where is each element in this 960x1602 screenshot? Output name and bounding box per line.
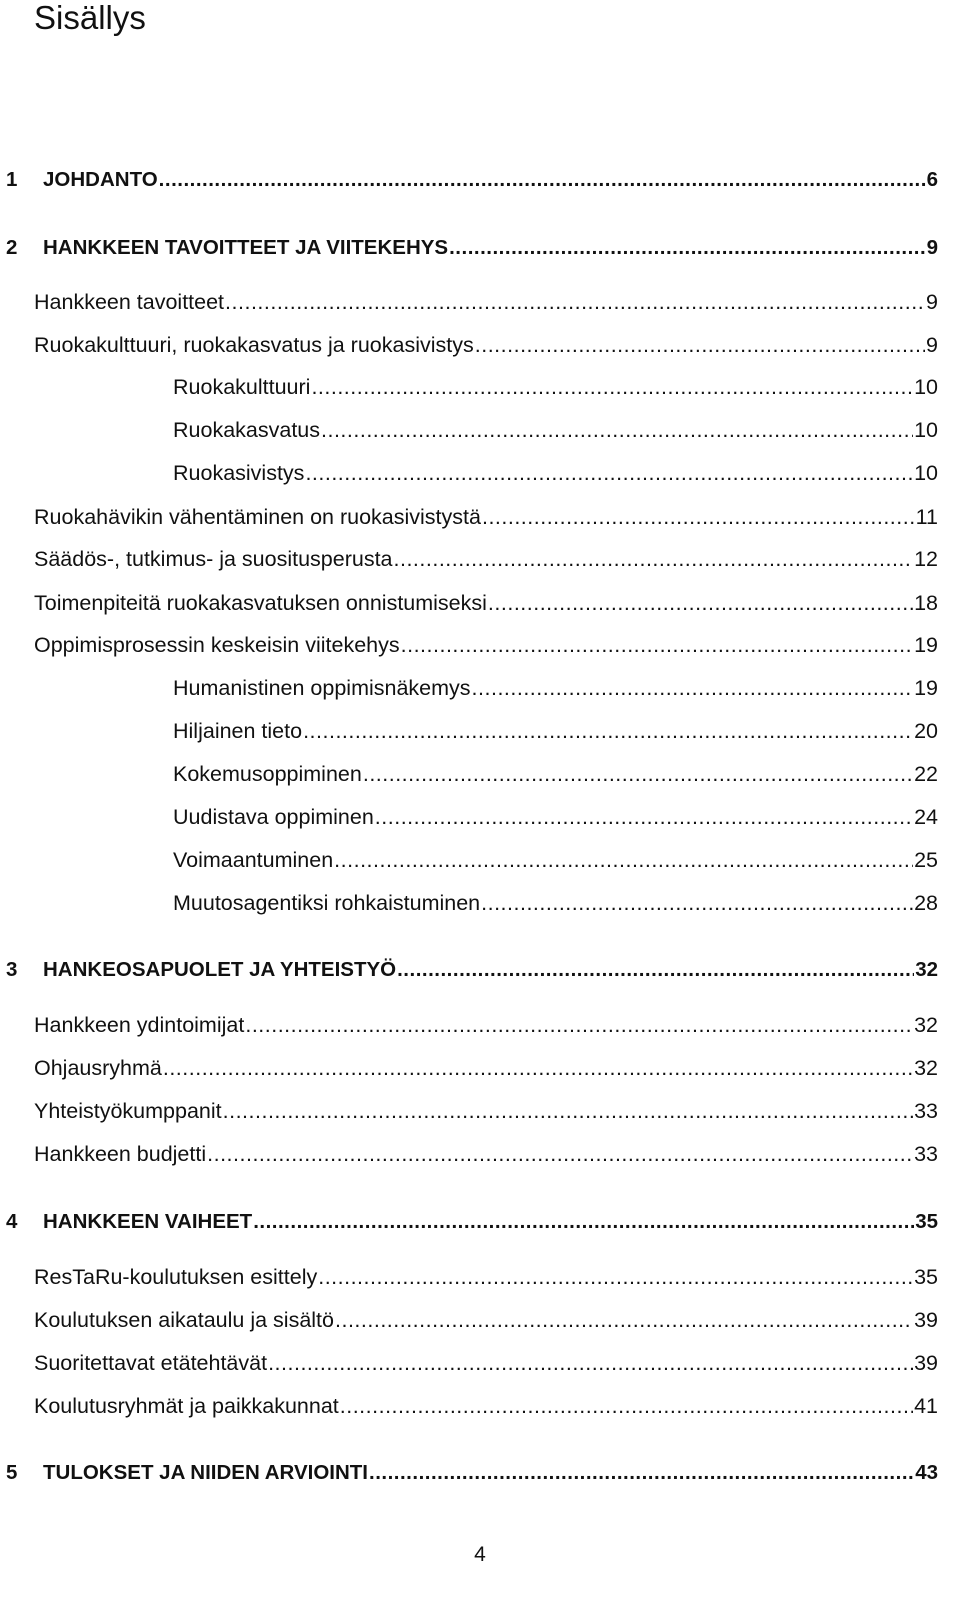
toc-entry-muutosagentiksi-rohkaistuminen[interactable] <box>173 888 938 918</box>
toc-page-number: 35 <box>915 1210 938 1233</box>
toc-entry-ruokasivistys[interactable] <box>173 458 938 488</box>
toc-dot-leader <box>394 544 914 574</box>
toc-entry-kokemusoppiminen[interactable] <box>173 759 938 789</box>
toc-dot-leader <box>401 630 913 660</box>
toc-entry-label: HANKKEEN TAVOITTEET JA VIITEKEHYS <box>43 236 449 259</box>
toc-entry-restaru-koulutuksen-esittely[interactable] <box>34 1262 938 1292</box>
toc-page-number: 9 <box>926 236 938 259</box>
toc-entry-label: Kokemusoppiminen <box>173 762 362 786</box>
toc-entry-johdanto[interactable] <box>6 165 938 195</box>
toc-page-number: 24 <box>914 805 938 829</box>
toc-dot-leader <box>375 802 913 832</box>
toc-entry-label: Toimenpiteitä ruokakasvatuksen onnistumiseksi <box>34 591 487 615</box>
toc-page-number: 22 <box>914 762 938 786</box>
toc-dot-leader <box>268 1348 913 1378</box>
toc-entry-label: ResTaRu-koulutuksen esittely <box>34 1265 318 1289</box>
toc-entry-label: Voimaantuminen <box>173 848 334 872</box>
toc-entry-hankkeen-budjetti[interactable] <box>34 1139 938 1169</box>
toc-page-number: 19 <box>914 633 938 657</box>
toc-entry-label: Ruokasivistys <box>173 461 305 485</box>
toc-page-number: 39 <box>914 1308 938 1332</box>
toc-entry-uudistava-oppiminen[interactable] <box>173 802 938 832</box>
toc-page-number: 10 <box>914 418 938 442</box>
toc-entry-label: Uudistava oppiminen <box>173 805 374 829</box>
toc-entry-label: Säädös-, tutkimus- ja suositusperusta <box>34 547 393 571</box>
toc-dot-leader <box>223 1096 913 1126</box>
toc-entry-label: Hankkeen budjetti <box>34 1142 207 1166</box>
toc-page-number: 33 <box>914 1099 938 1123</box>
toc-dot-leader <box>159 165 926 195</box>
toc-entry-humanistinen-oppimisnakemys[interactable] <box>173 673 938 703</box>
toc-entry-label: Muutosagentiksi rohkaistuminen <box>173 891 481 915</box>
toc-entry-label: Ruokahävikin vähentäminen on ruokasivistystä <box>34 505 481 529</box>
toc-page-number: 20 <box>914 719 938 743</box>
toc-section-number: 4 <box>6 1210 18 1233</box>
toc-entry-ruokahavikin-vahentaminen[interactable] <box>34 502 938 532</box>
toc-page-number: 25 <box>914 848 938 872</box>
toc-entry-label: Hankkeen tavoitteet <box>34 290 225 314</box>
toc-entry-suoritettavat-etatehtavat[interactable] <box>34 1348 938 1378</box>
toc-dot-leader <box>321 415 913 445</box>
toc-page-number: 28 <box>914 891 938 915</box>
toc-dot-leader <box>245 1010 913 1040</box>
toc-entry-label: Humanistinen oppimisnäkemys <box>173 676 471 700</box>
toc-page-number: 6 <box>926 168 938 191</box>
toc-entry-label: Ruokakulttuuri <box>173 375 311 399</box>
toc-dot-leader <box>363 759 913 789</box>
toc-page-number: 19 <box>914 676 938 700</box>
toc-dot-leader <box>340 1391 913 1421</box>
toc-page-number: 10 <box>914 375 938 399</box>
toc-entry-saados-tutkimus-ja-suositusperusta[interactable] <box>34 544 938 574</box>
toc-entry-hankkeen-vaiheet[interactable] <box>6 1207 938 1237</box>
toc-section-number: 5 <box>6 1461 18 1484</box>
toc-page-number: 10 <box>914 461 938 485</box>
toc-page-number: 43 <box>915 1461 938 1484</box>
toc-entry-toimenpiteita-ruokakasvatuksen-onnistumiseksi[interactable] <box>34 588 938 618</box>
toc-dot-leader <box>481 888 913 918</box>
toc-page-number: 32 <box>914 1013 938 1037</box>
toc-page-number: 18 <box>914 591 938 615</box>
toc-section-number: 3 <box>6 958 18 981</box>
toc-entry-label: Yhteistyökumppanit <box>34 1099 222 1123</box>
toc-dot-leader <box>303 716 913 746</box>
toc-entry-hankkeen-ydintoimijat[interactable] <box>34 1010 938 1040</box>
toc-dot-leader <box>488 588 913 618</box>
toc-page-number: 32 <box>915 958 938 981</box>
toc-entry-ruokakasvatus[interactable] <box>173 415 938 445</box>
page-title: Sisällys <box>34 0 146 36</box>
toc-entry-hankkeen-tavoitteet[interactable] <box>34 287 938 317</box>
toc-entry-label: TULOKSET JA NIIDEN ARVIOINTI <box>43 1461 368 1484</box>
toc-entry-yhteistyokumppanit[interactable] <box>34 1096 938 1126</box>
page-number: 4 <box>474 1543 486 1566</box>
toc-entry-label: JOHDANTO <box>43 168 158 191</box>
toc-page-number: 9 <box>926 333 938 357</box>
toc-entry-label: Ohjausryhmä <box>34 1056 162 1080</box>
toc-dot-leader <box>482 502 915 532</box>
toc-page-number: 9 <box>926 290 938 314</box>
toc-entry-ruokakulttuuri-ruokakasvatus-ja-ruokasivistys[interactable] <box>34 330 938 360</box>
toc-entry-tulokset-ja-niiden-arviointi[interactable] <box>6 1458 938 1488</box>
toc-entry-label: HANKKEEN VAIHEET <box>43 1210 253 1233</box>
toc-page-number: 11 <box>915 505 938 529</box>
toc-dot-leader <box>475 330 925 360</box>
toc-section-number: 1 <box>6 168 18 191</box>
toc-entry-koulutusryhmat-ja-paikkakunnat[interactable] <box>34 1391 938 1421</box>
toc-dot-leader <box>335 1305 913 1335</box>
toc-entry-label: Koulutusryhmät ja paikkakunnat <box>34 1394 339 1418</box>
toc-page-number: 35 <box>914 1265 938 1289</box>
toc-entry-label: Hankkeen ydintoimijat <box>34 1013 245 1037</box>
toc-page-number: 41 <box>914 1394 938 1418</box>
toc-entry-hankkeen-tavoitteet-ja-viitekehys[interactable] <box>6 233 938 263</box>
toc-dot-leader <box>369 1458 914 1488</box>
toc-entry-label: Hiljainen tieto <box>173 719 303 743</box>
toc-entry-hiljainen-tieto[interactable] <box>173 716 938 746</box>
toc-section-number: 2 <box>6 236 18 259</box>
toc-dot-leader <box>334 845 913 875</box>
toc-dot-leader <box>253 1207 914 1237</box>
toc-dot-leader <box>225 287 925 317</box>
toc-dot-leader <box>305 458 913 488</box>
toc-dot-leader <box>318 1262 913 1292</box>
toc-entry-koulutuksen-aikataulu-ja-sisalto[interactable] <box>34 1305 938 1335</box>
toc-entry-label: Koulutuksen aikataulu ja sisältö <box>34 1308 334 1332</box>
toc-dot-leader <box>449 233 925 263</box>
toc-entry-voimaantuminen[interactable] <box>173 845 938 875</box>
toc-page-number: 39 <box>914 1351 938 1375</box>
toc-entry-oppimisprosessin-keskeisin-viitekehys[interactable] <box>34 630 938 660</box>
toc-entry-ohjausryhma[interactable] <box>34 1053 938 1083</box>
toc-entry-label: Ruokakasvatus <box>173 418 320 442</box>
toc-page-number: 33 <box>914 1142 938 1166</box>
toc-entry-ruokakulttuuri[interactable] <box>173 372 938 402</box>
toc-entry-label: Oppimisprosessin keskeisin viitekehys <box>34 633 400 657</box>
toc-entry-hankeosapuolet-ja-yhteistyo[interactable] <box>6 955 938 985</box>
toc-dot-leader <box>397 955 914 985</box>
toc-entry-label: HANKEOSAPUOLET JA YHTEISTYÖ <box>43 958 397 981</box>
toc-dot-leader <box>472 673 914 703</box>
toc-page-number: 32 <box>914 1056 938 1080</box>
toc-dot-leader <box>311 372 913 402</box>
toc-page-number: 12 <box>914 547 938 571</box>
toc-dot-leader <box>207 1139 913 1169</box>
toc-dot-leader <box>163 1053 913 1083</box>
toc-entry-label: Ruokakulttuuri, ruokakasvatus ja ruokasivistys <box>34 333 474 357</box>
toc-entry-label: Suoritettavat etätehtävät <box>34 1351 268 1375</box>
